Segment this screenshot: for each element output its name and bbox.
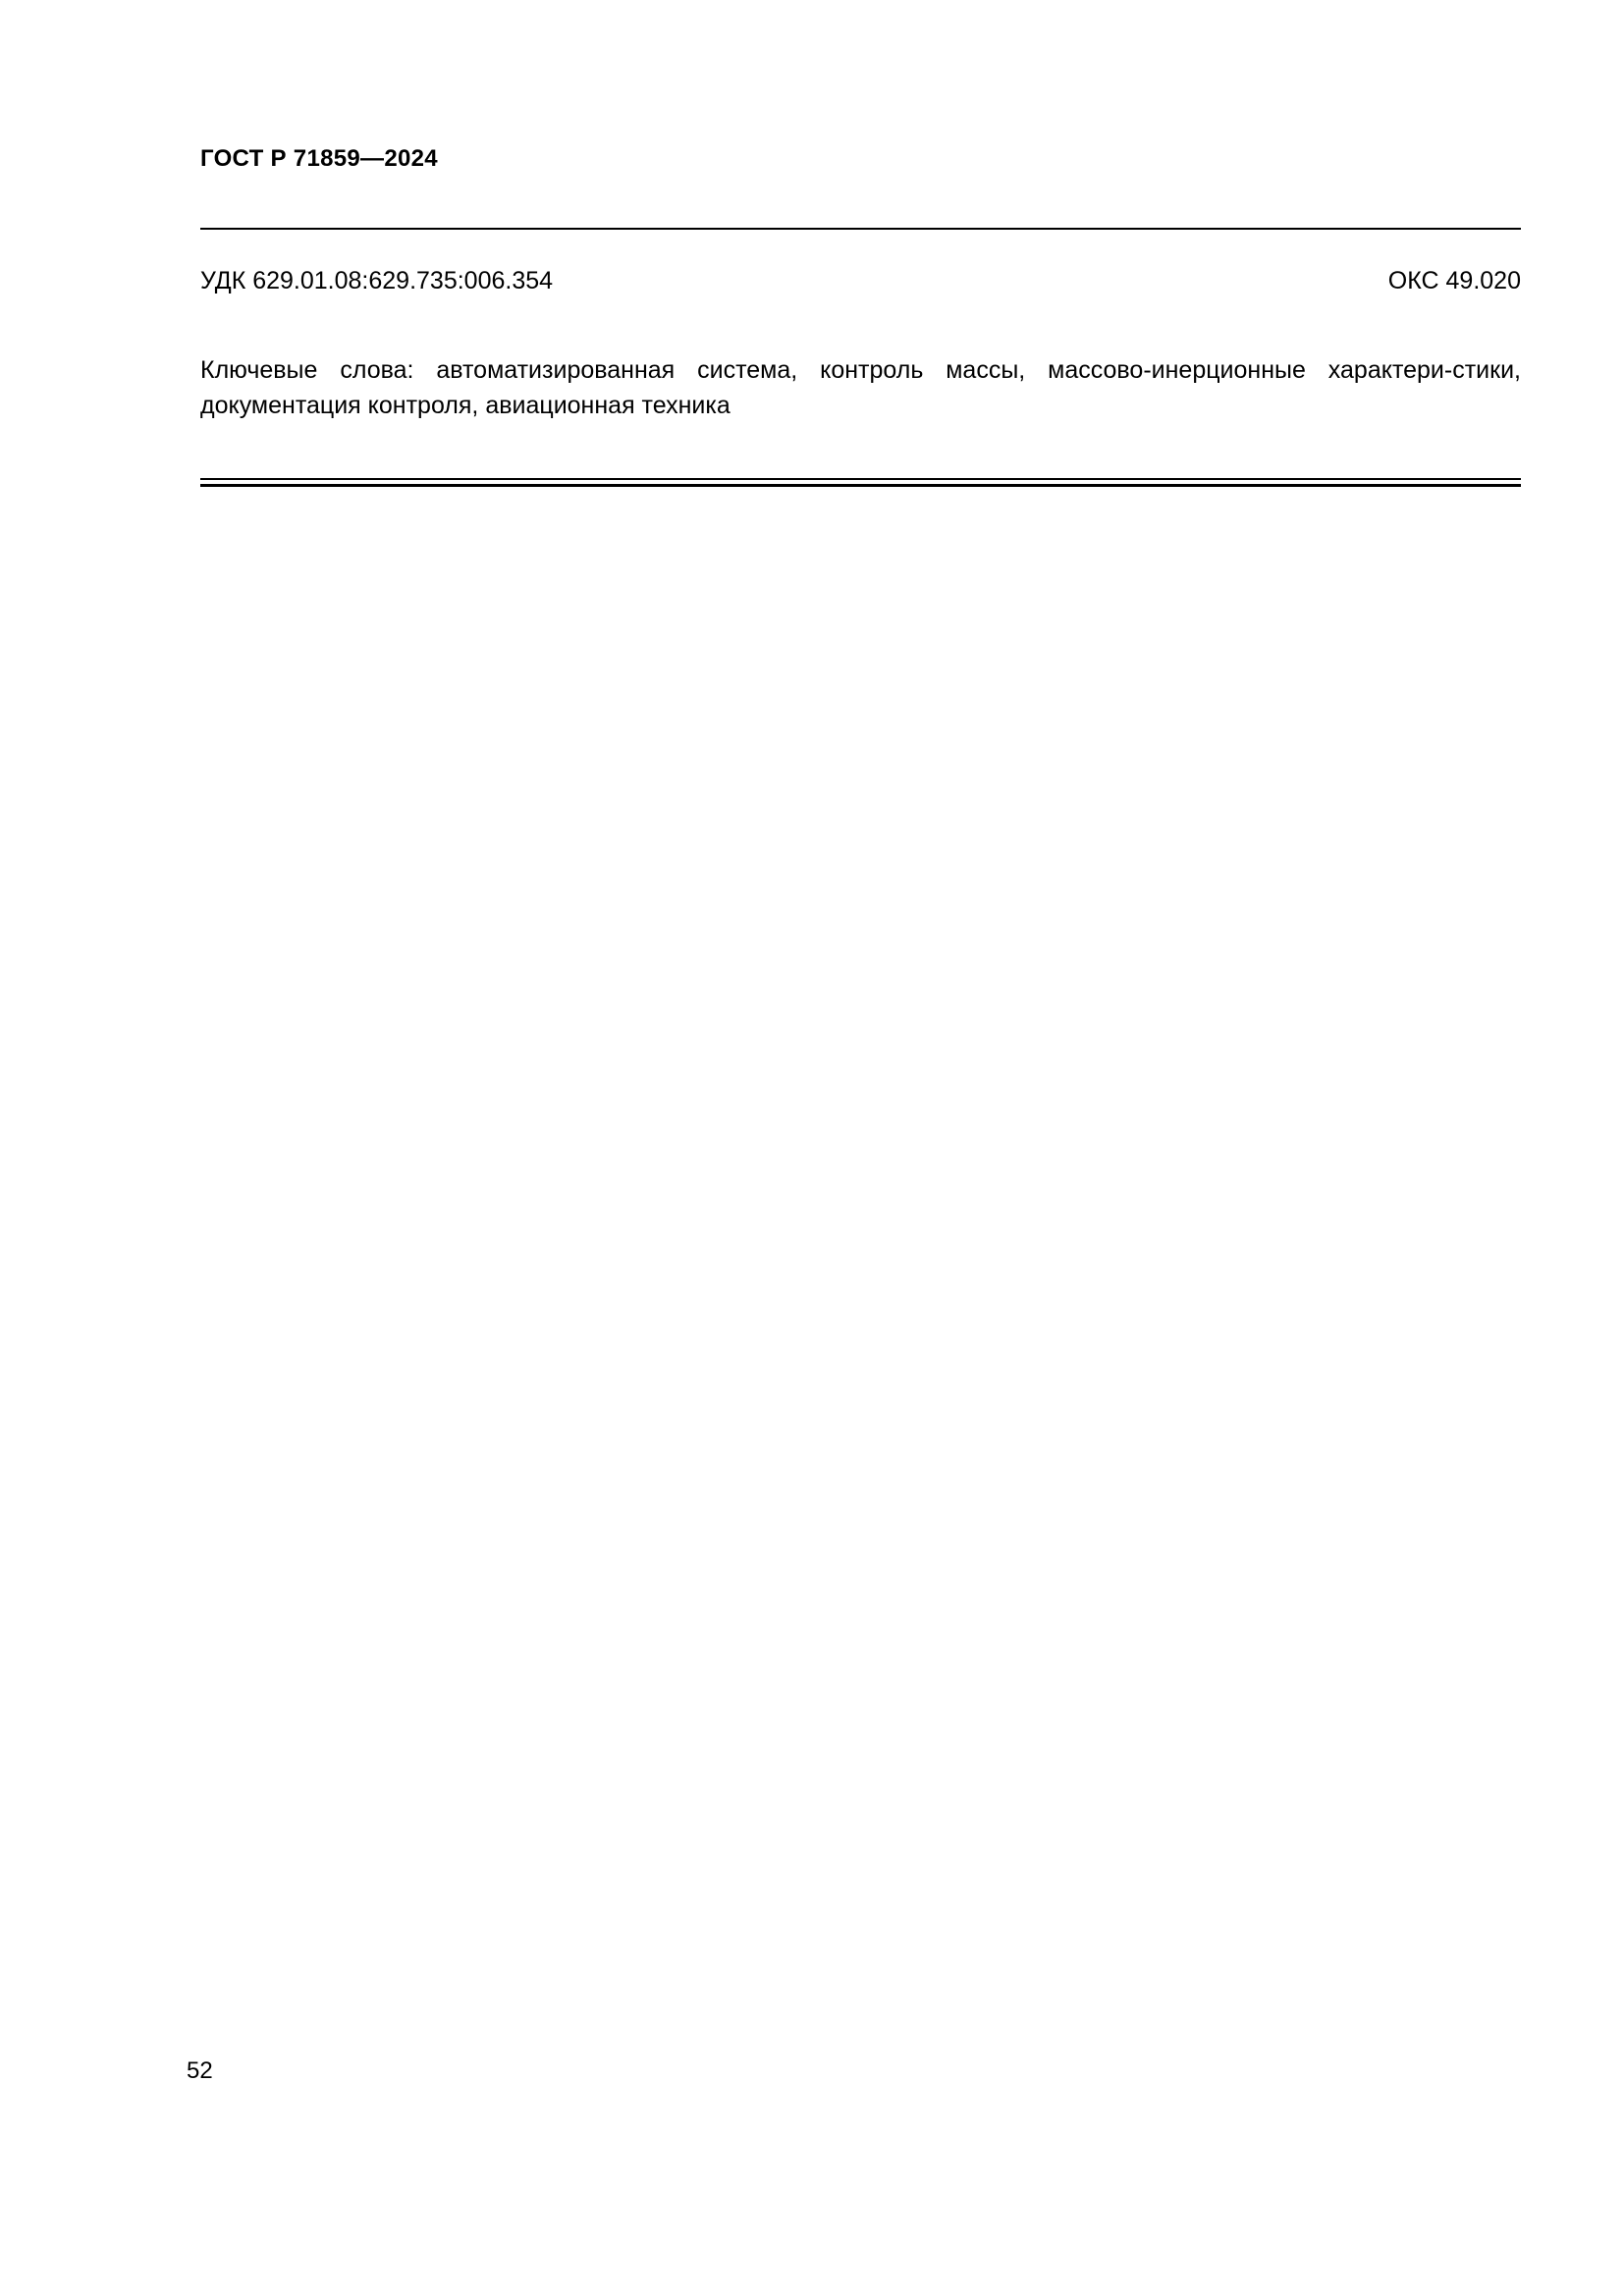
oks-code: ОКС 49.020 [1387, 267, 1521, 294]
header-divider-top [200, 228, 1521, 230]
page-title: ГОСТ Р 71859—2024 [200, 145, 438, 172]
udk-code: УДК 629.01.08:629.735:006.354 [200, 267, 554, 294]
footer-divider-thick [200, 484, 1521, 487]
page-number: 52 [187, 2057, 213, 2084]
classification-codes-row [200, 267, 1521, 295]
keywords-paragraph: Ключевые слова: автоматизированная система, контроль массы, массово-инерционные характери-стики, документация контроля, авиационная техника [200, 356, 1521, 419]
footer-divider-thin [200, 478, 1521, 480]
